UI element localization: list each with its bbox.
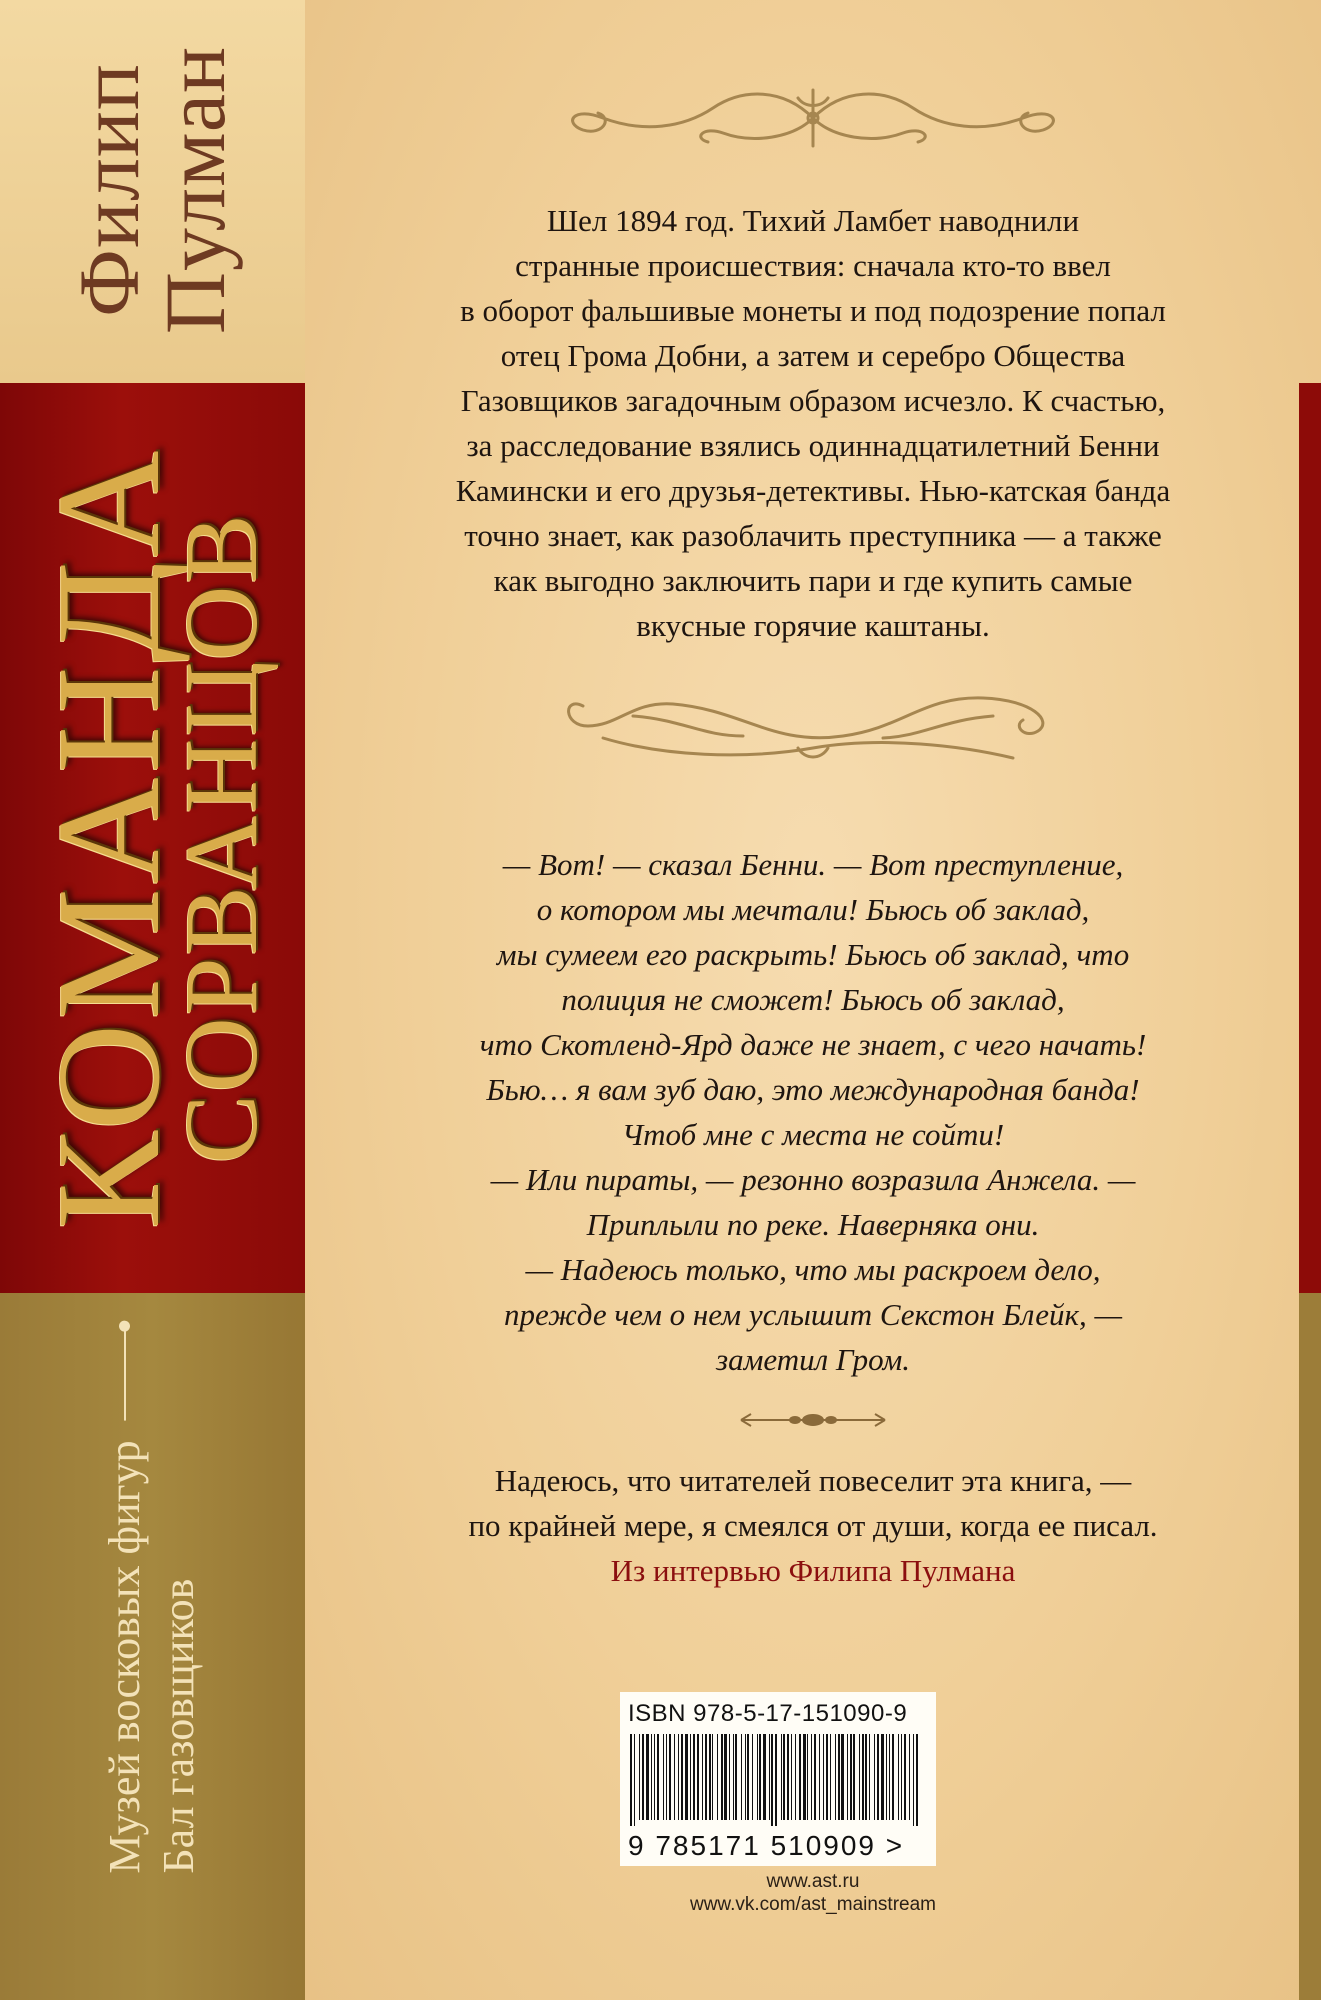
blurb-line: точно знает, как разоблачить преступника — а также [464, 518, 1162, 553]
barcode-bar [892, 1734, 894, 1820]
barcode-bar [819, 1734, 820, 1820]
barcode-bar [666, 1734, 667, 1820]
blurb-line: отец Грома Добни, а затем и серебро Общества [500, 338, 1126, 373]
barcode-bar [869, 1734, 870, 1820]
barcode-bar [757, 1734, 758, 1820]
barcode-bar [909, 1734, 910, 1820]
barcode-bar [634, 1734, 635, 1826]
barcode-bar [826, 1734, 828, 1820]
quote-text [345, 842, 1281, 1382]
barcode-bar [865, 1734, 867, 1820]
barcode-bar [916, 1734, 918, 1826]
barcode-bar [830, 1734, 831, 1820]
spine-series-title-sub: СОРВАНЦОВ [164, 512, 279, 1164]
divider-dot-icon [124, 1330, 126, 1420]
barcode-bar [642, 1734, 644, 1820]
blurb-line: Шел 1894 год. Тихий Ламбет наводнили [546, 203, 1080, 238]
barcode-bar [886, 1734, 887, 1820]
spine-series-title [27, 446, 279, 1230]
barcode-bar [690, 1734, 691, 1820]
spine-story-1 [98, 1330, 152, 1873]
spine-stories [98, 1330, 206, 1873]
barcode-bar [850, 1734, 852, 1820]
barcode-bar [639, 1734, 640, 1820]
barcode-bar [697, 1734, 699, 1820]
barcode-bar [787, 1734, 789, 1820]
spine-story-2 [152, 1330, 206, 1873]
spine-story-2-title: Бал газовщиков [154, 1578, 203, 1874]
publisher-websites [305, 1870, 1321, 1916]
barcode-bar [654, 1734, 655, 1820]
quote-line: — Вот! — сказал Бенни. — Вот преступление, [502, 847, 1124, 882]
quote-line: Бью… я вам зуб даю, это международная банда! [486, 1072, 1140, 1107]
interview-source: Из интервью Филипа Пулмана [610, 1553, 1016, 1588]
blurb-line: Камински и его друзья-детективы. Нью-катская банда [455, 473, 1171, 508]
barcode-bar [651, 1734, 652, 1820]
flourish-ornament-icon [543, 676, 1083, 772]
isbn-barcode [620, 1692, 936, 1866]
barcode-bar [724, 1734, 727, 1820]
barcode-bar [838, 1734, 840, 1820]
barcode-bar [674, 1734, 675, 1820]
barcode-digits: 9 785171 510909 > [628, 1830, 905, 1861]
barcode-bar [733, 1734, 734, 1820]
barcode-bar [693, 1734, 695, 1820]
barcode-bar [889, 1734, 890, 1820]
barcode-bar [763, 1734, 766, 1820]
interview-line: Надеюсь, что читателей повеселит эта книга, — [494, 1463, 1132, 1498]
barcode-bar [799, 1734, 801, 1820]
blurb-line: странные происшествия: сначала кто-то ввел [515, 248, 1111, 283]
barcode-bar [681, 1734, 683, 1820]
quote-line: прежде чем о нем услышит Секстон Блейк, — [503, 1297, 1123, 1332]
barcode-bar [646, 1734, 649, 1820]
isbn-label: ISBN 978-5-17-151090-9 [628, 1700, 908, 1727]
barcode-bar [823, 1734, 824, 1820]
barcode-icon [630, 1734, 926, 1826]
spine-author [61, 45, 243, 335]
barcode-bar [901, 1734, 902, 1820]
spine-story-1-title: Музей восковых фигур [100, 1440, 149, 1874]
quote-line: полиция не сможет! Бьюсь об заклад, [561, 982, 1065, 1017]
barcode-bar [791, 1734, 792, 1820]
barcode-bar [717, 1734, 718, 1820]
barcode-bar [853, 1734, 855, 1820]
interview-line: по крайней мере, я смеялся от души, когда ее писал. [468, 1508, 1158, 1543]
barcode-bar [874, 1734, 875, 1820]
barcode-bar [775, 1734, 777, 1826]
barcode-bar [685, 1734, 688, 1820]
barcode-bar [678, 1734, 679, 1820]
quote-line: мы сумеем его раскрыть! Бьюсь об заклад, что [496, 937, 1130, 972]
website-link[interactable]: www.vk.com/ast_mainstream [689, 1894, 936, 1915]
barcode-bar [741, 1734, 742, 1820]
barcode-bar [663, 1734, 664, 1820]
back-cover [305, 0, 1321, 2000]
quote-line: о котором мы мечтали! Бьюсь об заклад, [536, 892, 1090, 927]
blurb-line: в оборот фальшивые монеты и под подозрение попал [460, 293, 1166, 328]
quote-line: — Надеюсь только, что мы раскроем дело, [525, 1252, 1101, 1287]
spine-author-last: Пулман [147, 45, 243, 335]
barcode-bar [630, 1734, 632, 1826]
barcode-bar [747, 1734, 749, 1820]
quote-line: — Или пираты, — резонно возразила Анжела. — [490, 1162, 1136, 1197]
barcode-bar [795, 1734, 796, 1820]
barcode-bar [847, 1734, 848, 1820]
interview-quote [345, 1458, 1281, 1593]
barcode-bar [769, 1734, 770, 1820]
blurb-line: вкусные горячие каштаны. [636, 608, 990, 643]
barcode-bar [877, 1734, 879, 1820]
quote-line: что Скотленд-Ярд даже не знает, с чего начать! [479, 1027, 1147, 1062]
barcode-bar [709, 1734, 711, 1820]
barcode-bar [881, 1734, 884, 1820]
quote-line: Приплыли по реке. Наверняка они. [586, 1207, 1040, 1242]
blurb-line: за расследование взялись одиннадцатилетний Бенни [466, 428, 1160, 463]
barcode-bar [913, 1734, 914, 1826]
barcode-bar [814, 1734, 816, 1820]
flourish-ornament-icon [543, 78, 1083, 158]
barcode-bar [807, 1734, 808, 1820]
barcode-bar [759, 1734, 761, 1820]
website-link[interactable]: www.ast.ru [766, 1871, 860, 1892]
barcode-bar [771, 1734, 773, 1826]
barcode-bar [835, 1734, 836, 1820]
blurb-line: Газовщиков загадочным образом исчезло. К счастью, [460, 383, 1166, 418]
barcode-bar [735, 1734, 737, 1820]
barcode-bar [783, 1734, 785, 1820]
quote-line: Чтоб мне с места не сойти! [621, 1117, 1005, 1152]
barcode-bar [712, 1734, 713, 1820]
barcode-bar [841, 1734, 844, 1820]
barcode-bar [803, 1734, 806, 1820]
barcode-bar [862, 1734, 864, 1820]
spine-author-first: Филип [61, 63, 157, 317]
barcode-bar [729, 1734, 730, 1820]
barcode-bar [811, 1734, 812, 1820]
quote-line: заметил Гром. [715, 1342, 910, 1377]
barcode-bar [859, 1734, 860, 1820]
barcode-bar [669, 1734, 671, 1820]
cover-edge-red [1299, 383, 1321, 1293]
barcode-bar [904, 1734, 906, 1820]
barcode-bar [705, 1734, 707, 1820]
barcode-bar [745, 1734, 746, 1820]
small-divider-ornament-icon [733, 1408, 893, 1432]
barcode-bar [898, 1734, 899, 1820]
barcode-bar [657, 1734, 659, 1820]
blurb-line: как выгодно заключить пари и где купить самые [493, 563, 1133, 598]
barcode-bar [702, 1734, 703, 1820]
barcode-bar [721, 1734, 723, 1820]
barcode-bar [781, 1734, 782, 1820]
spine-series-title-main: КОМАНДА [27, 446, 191, 1230]
book-spine [0, 0, 305, 2000]
barcode-bar [752, 1734, 753, 1820]
blurb-text [345, 198, 1281, 648]
